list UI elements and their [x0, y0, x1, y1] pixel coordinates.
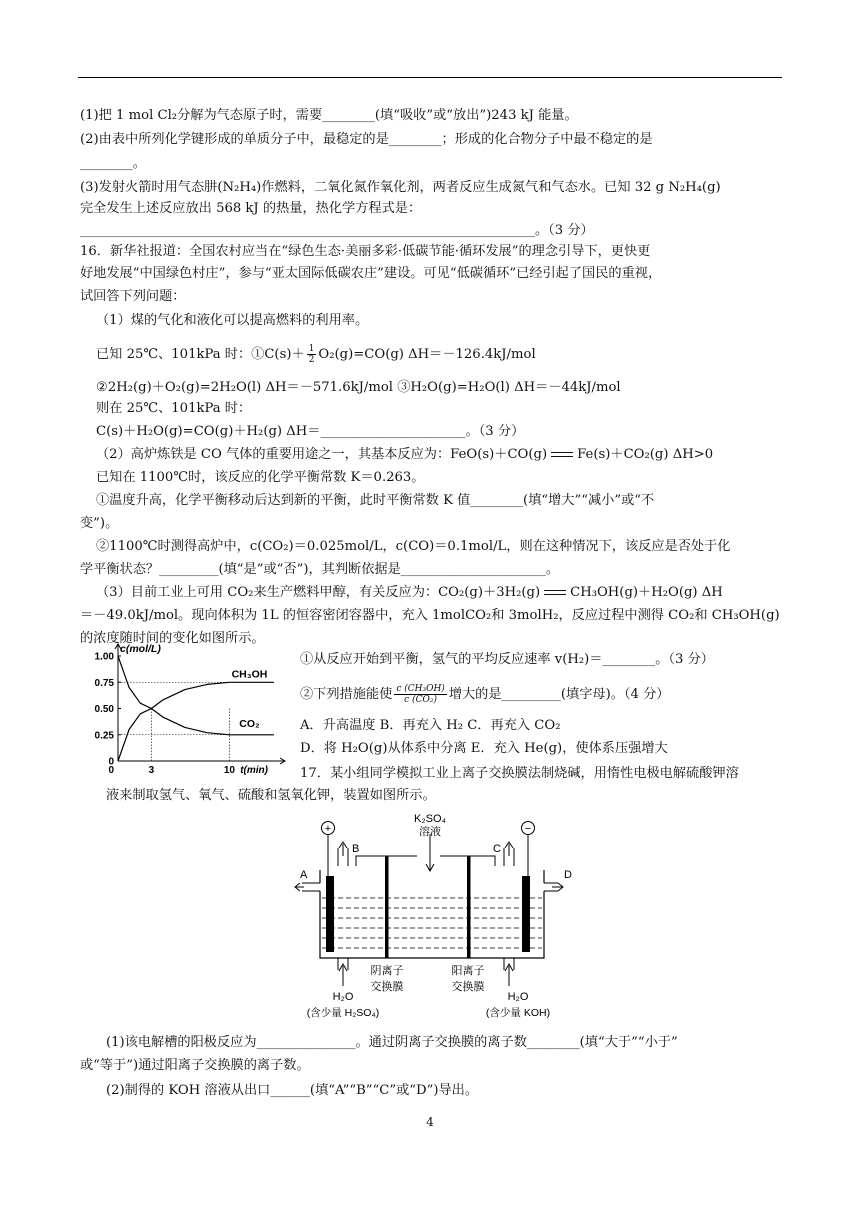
- q16-then-line: 则在 25℃、101kPa 时：: [96, 401, 252, 416]
- q16-section3-line3: 的浓度随时间的变化如图所示。: [80, 631, 265, 646]
- q17-intro-line2: 液来制取氢气、氧气、硫酸和氢氧化钾，装置如图所示。: [106, 788, 436, 803]
- x-tick-label: 10: [223, 765, 235, 775]
- water-left-label: H₂O: [332, 991, 354, 1003]
- inlet-label-line2: 溶液: [419, 826, 441, 838]
- q16-known-equation-1: [96, 344, 536, 365]
- s3-reaction-right: CH₃OH(g)＋H₂O(g) ΔH: [570, 585, 723, 600]
- q15-part2-line2: ________。: [80, 156, 146, 171]
- outlet-a-pipe: [302, 883, 320, 891]
- cation-exchange-membrane: [467, 856, 471, 958]
- concentration-time-chart: [78, 640, 290, 775]
- q15-part3-line3: _____________________________________________________________________。（3 分）: [80, 223, 594, 238]
- q16-section1: （1）煤的气化和液化可以提高燃料的利用率。: [96, 313, 369, 328]
- arrow-c-icon: [505, 842, 513, 856]
- q15-part2-line1: (2)由表中所列化学键形成的单质分子中，最稳定的是________；形成的化合物分子中最不稳定的是: [80, 132, 653, 147]
- chart-axes: [115, 644, 285, 764]
- minus-sign: −: [524, 823, 532, 835]
- fraction-numerator: 1: [308, 344, 315, 354]
- cathode-electrode: [522, 876, 530, 952]
- label-a: A: [300, 869, 308, 881]
- y-tick-label: 0.25: [94, 730, 114, 742]
- q17-q1-line2: 或“等于”)通过阳离子交换膜的离子数。: [80, 1058, 310, 1073]
- water-right-note: (含少量 KOH): [485, 1007, 551, 1019]
- inlet-label-line1: K₂SO₄: [414, 813, 446, 825]
- water-right-label: H₂O: [507, 991, 529, 1003]
- q16-s3-options-abc: A．升高温度 B．再充入 H₂ C．再充入 CO₂: [300, 718, 561, 733]
- y-tick-label: 0.50: [94, 704, 114, 715]
- page-number: 4: [426, 1115, 434, 1129]
- y-tick-label: 0: [108, 756, 114, 768]
- anion-membrane-label-line2: 交换膜: [370, 981, 404, 993]
- origin-label: 0: [108, 765, 114, 775]
- q16-s2-k-value: 已知在 1100℃时，该反应的化学平衡常数 K＝0.263。: [96, 470, 425, 485]
- y-axis-label: c(mol/L): [120, 643, 161, 655]
- q16-s3-options-de: D．将 H₂O(g)从体系中分离 E．充入 He(g)，使体系压强增大: [300, 741, 668, 756]
- q16-section3-line1: [96, 584, 723, 601]
- cation-membrane-label-line1: 阳离子: [451, 965, 485, 977]
- solution-level: [322, 898, 542, 948]
- q16-s2-q2-line1: ②1100℃时测得高炉中，c(CO₂)＝0.025mol/L，c(CO)＝0.1mol/L，则在这种情况下，该反应是否处于化: [96, 539, 731, 554]
- q16-s3-q1: ①从反应开始到平衡，氢气的平均反应速率 v(H₂)＝________。（3 分）: [300, 652, 714, 667]
- q16-section3-line2: ＝－49.0kJ/mol。现向体积为 1L 的恒容密闭容器中，充入 1molCO₂和 3molH₂，反应过程中测得 CO₂和 CH₃OH(g): [80, 608, 780, 623]
- x-tick-label: 3: [148, 765, 155, 775]
- q16-intro-line1: 16．新华社报道：全国农村应当在“绿色生态·美丽多彩·低碳节能·循环发展”的理念引导下，更快更: [80, 244, 651, 259]
- label-c: C: [493, 843, 501, 855]
- anode-electrode: [326, 876, 334, 952]
- concentration-ratio-fraction: [394, 684, 447, 705]
- q17-q1-line1: (1)该电解槽的阳极反应为_______________。通过阴离子交换膜的离子数________(填“大于”“小于”: [106, 1035, 678, 1050]
- y-tick-label: 1.00: [94, 651, 114, 663]
- water-left-note: (含少量 H₂SO₄): [306, 1007, 380, 1019]
- x-axis-label: t(min): [240, 765, 268, 775]
- q16-section2: [96, 446, 713, 463]
- q16-s2-q1-line2: 变”)。: [80, 516, 119, 531]
- electrolysis-cell-diagram: [290, 808, 580, 1023]
- y-tick-label: 0.75: [94, 677, 114, 689]
- s2-reaction-left: （2）高炉炼铁是 CO 气体的重要用途之一，其基本反应为：FeO(s)＋CO(g): [96, 447, 548, 462]
- fraction-denominator: 2: [308, 355, 315, 365]
- ratio-denominator: c (CO₂): [404, 695, 437, 705]
- q17-intro-line1: 17．某小组同学模拟工业上离子交换膜法制烧碱，用惰性电极电解硫酸钾溶: [300, 766, 739, 781]
- label-d: D: [564, 869, 572, 881]
- one-half-fraction: [307, 344, 317, 365]
- q16-s3-q2: [300, 684, 670, 705]
- q16-known-equation-2: ②2H₂(g)＋O₂(g)=2H₂O(l) ΔH＝－571.6kJ/mol ③H₂O(g)=H₂O(l) ΔH＝－44kJ/mol: [96, 380, 621, 395]
- q15-part1: (1)把 1 mol Cl₂分解为气态原子时，需要________(填“吸收”或“放出”)243 kJ 能量。: [80, 108, 578, 123]
- q15-part3-line1: (3)发射火箭时用气态肼(N₂H₄)作燃料，二氧化氮作氧化剂，两者反应生成氮气和气态水。已知 32 g N₂H₄(g): [80, 180, 721, 195]
- plus-sign: +: [324, 823, 332, 835]
- known-eq1-suffix: O₂(g)=CO(g) ΔH＝－126.4kJ/mol: [318, 347, 536, 362]
- arrow-a-icon: [295, 883, 304, 891]
- tank-wall: [320, 870, 544, 958]
- equilibrium-arrow-icon: [551, 451, 573, 459]
- equilibrium-arrow-icon: [544, 589, 566, 597]
- ratio-numerator: c (CH₃OH): [396, 684, 445, 694]
- q16-s2-q2-line2: 学平衡状态？_________(填“是”或“否”)，其判断依据是______________________。: [80, 562, 560, 577]
- q16-target-equation: C(s)＋H₂O(g)=CO(g)＋H₂(g) ΔH＝______________________。（3 分）: [96, 424, 525, 439]
- s2-reaction-right: Fe(s)＋CO₂(g) ΔH>0: [577, 447, 714, 462]
- water-in-right-arrow-icon: [505, 964, 513, 986]
- s3-q2-prefix: ②下列措施能使: [300, 687, 393, 702]
- q15-part3-line2: 完全发生上述反应放出 568 kJ 的热量，热化学方程式是：: [80, 201, 422, 216]
- q17-q2: (2)制得的 KOH 溶液从出口______(填“A”“B”“C”或“D”)导出。: [106, 1083, 479, 1098]
- header-rule: [78, 77, 782, 78]
- anion-exchange-membrane: [385, 856, 389, 958]
- known-eq1-prefix: 已知 25℃、101kPa 时：①C(s)＋: [96, 347, 305, 362]
- label-b: B: [352, 843, 360, 855]
- series-label-1: CO₂: [239, 717, 260, 730]
- s3-q2-suffix: 增大的是_________(填字母)。（4 分）: [448, 687, 670, 702]
- arrow-d-icon: [552, 883, 563, 891]
- inlet-arrow-icon: [426, 834, 434, 871]
- anion-membrane-label-line1: 阴离子: [370, 965, 404, 977]
- q16-intro-line3: 试回答下列问题：: [80, 289, 186, 304]
- tank-lid: [356, 856, 495, 866]
- q16-intro-line2: 好地发展“中国绿色村庄”，参与“亚太国际低碳农庄”建设。可见“低碳循环”已经引起了国民的重视，: [80, 266, 662, 281]
- cation-membrane-label-line2: 交换膜: [451, 981, 485, 993]
- series-label-0: CH₃OH: [231, 668, 268, 681]
- arrow-b-icon: [339, 842, 347, 856]
- water-in-left-arrow-icon: [339, 964, 347, 986]
- s3-reaction-left: （3）目前工业上可用 CO₂来生产燃料甲醇，有关反应为：CO₂(g)＋3H₂(g): [96, 585, 541, 600]
- q16-s2-q1-line1: ①温度升高，化学平衡移动后达到新的平衡，此时平衡常数 K 值________(填“增大”“减小”或“不: [96, 493, 655, 508]
